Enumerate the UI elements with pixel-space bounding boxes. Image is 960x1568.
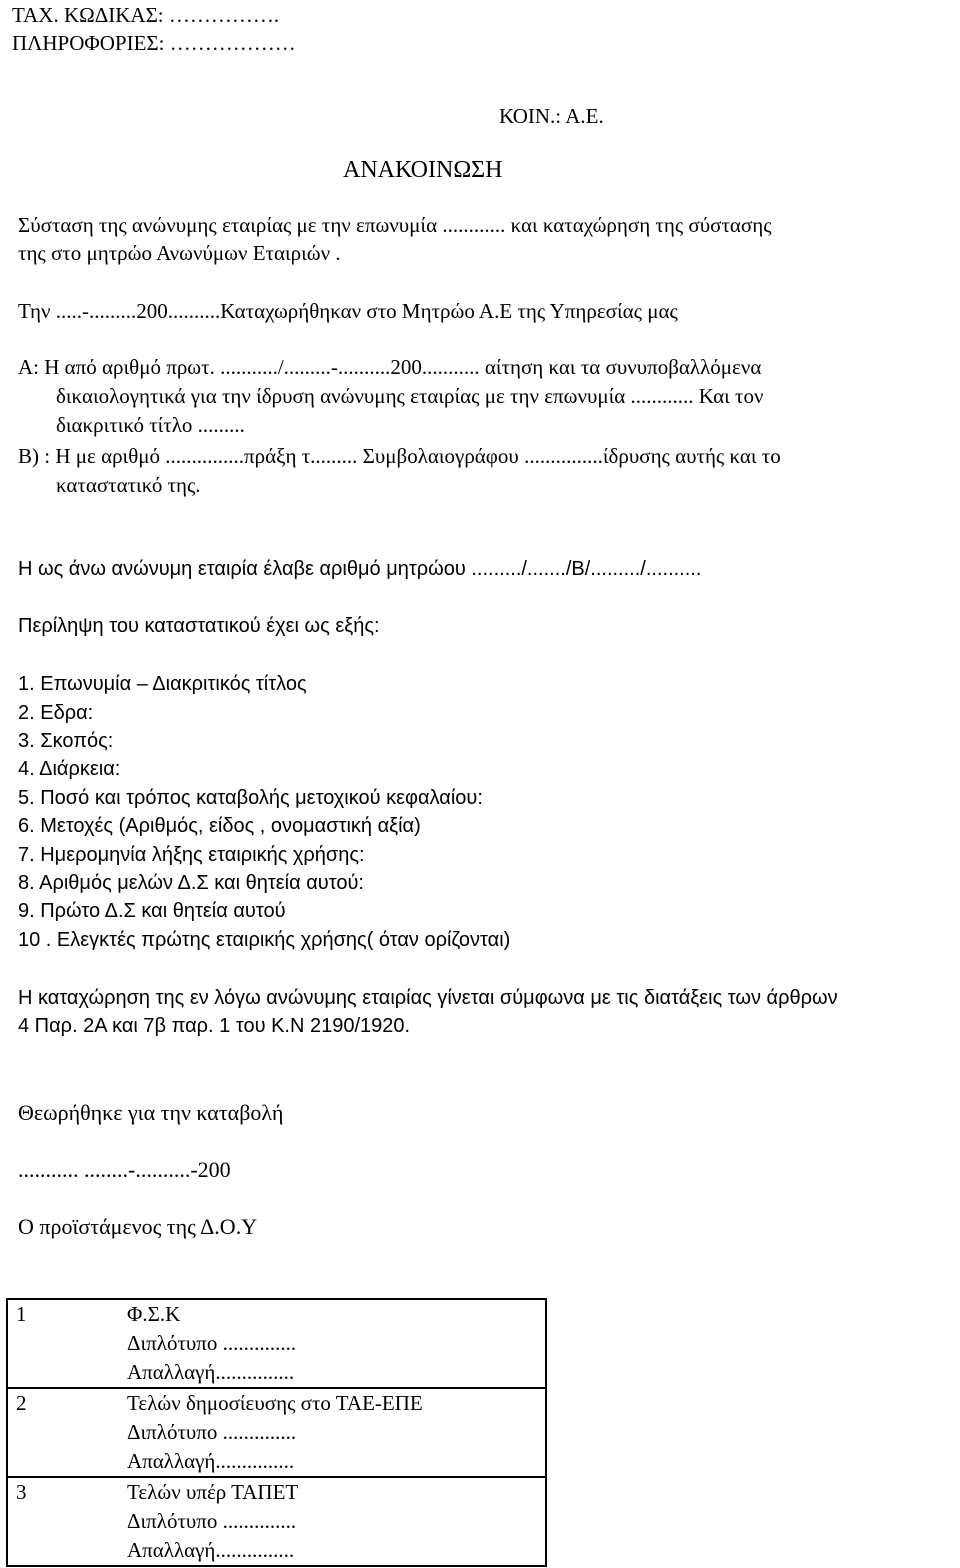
document-title: ΑΝΑΚΟΙΝΩΣΗ (343, 157, 503, 183)
fees-row-title: Φ.Σ.Κ (127, 1302, 181, 1326)
fees-row-details (127, 1299, 546, 1388)
intro-line-1: Σύσταση της ανώνυμης εταιρίας με την επωνυμία ............ και καταχώρηση της σύστασης (18, 213, 772, 237)
summary-item: 6. Μετοχές (Αριθμός, είδος , ονομαστική αξία) (18, 815, 421, 837)
closing-line-1: Η καταχώρηση της εν λόγω ανώνυμης εταιρίας γίνεται σύμφωνα με τις διατάξεις των άρθρων (18, 987, 838, 1009)
fees-row-title: Τελών δημοσίευσης στο ΤΑΕ-ΕΠΕ (127, 1391, 423, 1415)
fees-row-title: Τελών υπέρ ΤΑΠΕΤ (127, 1480, 299, 1504)
fees-row-duplicate: Διπλότυπο .............. (127, 1509, 297, 1533)
date-line: ........... ........-..........-200 (18, 1157, 231, 1182)
summary-item: 4. Διάρκεια: (18, 758, 121, 780)
info-line: ΠΛΗΡΟΦΟΡΙΕΣ: ……………… (12, 31, 296, 55)
summary-item: 5. Ποσό και τρόπος καταβολής μετοχικού κεφαλαίου: (18, 787, 483, 809)
item-b-line-1: Β) : Η με αριθμό ...............πράξη τ......... Συμβολαιογράφου ...............ίδρυσης αυτής και το (18, 444, 781, 468)
fees-row-details (127, 1388, 546, 1477)
fees-row (7, 1299, 546, 1388)
summary-item: 2. Εδρα: (18, 702, 94, 724)
fees-row-duplicate: Διπλότυπο .............. (127, 1331, 297, 1355)
fees-row-exemption: Απαλλαγή............... (127, 1538, 295, 1562)
registry-number-line: Η ως άνω ανώνυμη εταιρία έλαβε αριθμό μητρώου ........./......./Β/........./.......... (18, 558, 702, 580)
fees-row-exemption: Απαλλαγή............... (127, 1360, 295, 1384)
fees-row-number: 2 (7, 1388, 127, 1477)
registered-line: Την .....-.........200..........Καταχωρήθηκαν στο Μητρώο Α.Ε της Υπηρεσίας μας (18, 299, 678, 323)
summary-heading: Περίληψη του καταστατικού έχει ως εξής: (18, 615, 380, 637)
summary-item: 8. Αριθμός μελών Δ.Σ και θητεία αυτού: (18, 872, 364, 894)
fees-row-number: 1 (16, 1302, 27, 1326)
fees-row-details (127, 1477, 546, 1566)
item-a-line-1: Α: Η από αριθμό πρωτ. .........../.........-..........200........... αίτηση και τα συνυποβαλλόμενα (18, 355, 762, 379)
fees-row-number: 3 (7, 1477, 127, 1566)
fees-table (6, 1298, 547, 1567)
summary-item: 9. Πρώτο Δ.Σ και θητεία αυτού (18, 900, 286, 922)
item-b-line-2: καταστατικό της. (56, 473, 201, 497)
fees-row (7, 1388, 546, 1477)
summary-item: 1. Επωνυμία – Διακριτικός τίτλος (18, 673, 307, 695)
summary-item: 7. Ημερομηνία λήξης εταιρικής χρήσης: (18, 844, 365, 866)
summary-item: 10 . Ελεγκτές πρώτης εταιρικής χρήσης( όταν ορίζονται) (18, 929, 511, 951)
closing-line-2: 4 Παρ. 2Α και 7β παρ. 1 του Κ.Ν 2190/1920. (18, 1015, 411, 1037)
tax-code-line: ΤΑΧ. ΚΩΔΙΚΑΣ: ……………. (12, 3, 280, 27)
fees-row-duplicate: Διπλότυπο .............. (127, 1420, 297, 1444)
fees-row (7, 1477, 546, 1566)
intro-line-2: της στο μητρώο Ανωνύμων Εταιριών . (18, 241, 341, 265)
summary-item: 3. Σκοπός: (18, 730, 114, 752)
koin-line: ΚΟΙΝ.: Α.Ε. (499, 104, 604, 128)
fees-row-exemption: Απαλλαγή............... (127, 1449, 295, 1473)
item-a-line-3: διακριτικό τίτλο ......... (56, 413, 245, 437)
payment-note: Θεωρήθηκε για την καταβολή (18, 1100, 284, 1125)
signatory: Ο προϊστάμενος της Δ.Ο.Υ (18, 1214, 258, 1239)
item-a-line-2: δικαιολογητικά για την ίδρυση ανώνυμης εταιρίας με την επωνυμία ............ Και τον (56, 384, 764, 408)
